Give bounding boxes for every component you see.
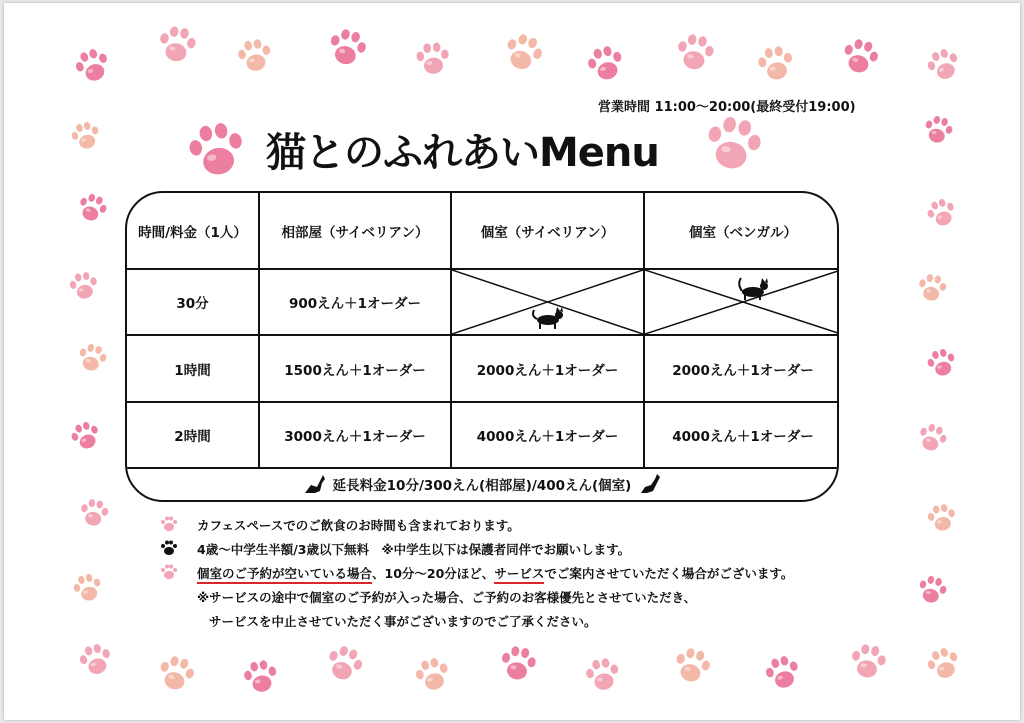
cat-silhouette-icon xyxy=(739,278,768,300)
paw-print-icon xyxy=(321,23,372,74)
header-time-price: 時間/料金（1人） xyxy=(138,224,247,241)
paw-print-icon xyxy=(668,643,717,692)
paw-print-icon xyxy=(836,34,885,83)
price-2hour-private-siberian: 4000えん＋1オーダー xyxy=(476,429,619,445)
paw-print-icon xyxy=(66,117,105,156)
paw-bullet-icon xyxy=(159,515,179,533)
paw-print-icon xyxy=(913,270,950,307)
paw-print-icon xyxy=(152,651,201,700)
paw-print-icon xyxy=(69,43,118,92)
paw-print-icon xyxy=(921,642,967,688)
header-private-siberian: 個室（サイベリアン） xyxy=(480,224,615,241)
row-label-2hour: 2時間 xyxy=(174,429,211,445)
price-1hour-private-bengal: 2000えん＋1オーダー xyxy=(672,362,814,379)
paw-print-icon xyxy=(921,43,967,89)
paw-print-icon xyxy=(65,268,102,305)
paw-print-icon xyxy=(495,642,541,688)
paw-print-icon xyxy=(581,654,625,698)
paw-print-icon xyxy=(760,651,807,698)
price-2hour-private-bengal: 4000えん＋1オーダー xyxy=(672,429,814,445)
paw-print-icon xyxy=(671,30,720,79)
price-30min-shared: 900えん＋1オーダー xyxy=(288,296,422,312)
paw-print-icon xyxy=(922,344,961,383)
price-1hour-private-siberian: 2000えん＋1オーダー xyxy=(476,362,619,379)
row-label-1hour: 1時間 xyxy=(174,362,211,379)
note-age-discount: 4歳～中学生半額/3歳以下無料 ※中学生以下は保護者同伴でお願いします。 xyxy=(197,542,631,557)
paw-bullet-icon xyxy=(159,539,179,557)
unavailable-cell-cross xyxy=(645,270,839,334)
menu-page xyxy=(4,3,1020,720)
cat-jumping-icon xyxy=(639,473,661,495)
paw-print-icon xyxy=(181,116,253,188)
cat-silhouette-icon xyxy=(533,307,563,329)
paw-print-icon xyxy=(74,639,118,683)
price-1hour-shared: 1500えん＋1オーダー xyxy=(284,362,426,379)
paw-print-icon xyxy=(412,39,453,80)
paw-print-icon xyxy=(845,640,891,686)
header-shared-room: 相部屋（サイベリアン） xyxy=(281,224,429,241)
paw-print-icon xyxy=(696,109,770,183)
highlight-private-available: 個室のご予約が空いている場合 xyxy=(197,566,372,584)
highlight-service: サービス xyxy=(494,566,544,584)
paw-print-icon xyxy=(410,653,457,700)
paw-print-icon xyxy=(921,193,962,234)
paw-print-icon xyxy=(68,569,107,608)
note-private-room-service xyxy=(197,564,793,582)
paw-print-icon xyxy=(153,22,202,71)
paw-print-icon xyxy=(239,656,283,700)
cat-stretching-icon xyxy=(303,473,325,495)
paw-bullet-icon xyxy=(159,563,179,581)
paw-print-icon xyxy=(582,41,631,90)
paw-print-icon xyxy=(923,500,960,537)
note-duration: 、10分～20分ほど、 xyxy=(372,566,495,581)
paw-print-icon xyxy=(75,495,112,532)
row-label-30min: 30分 xyxy=(176,296,209,312)
note-cafe-space: カフェスペースでのご飲食のお時間も含まれております。 xyxy=(197,518,520,533)
paw-print-icon xyxy=(918,111,957,150)
paw-print-icon xyxy=(911,418,952,459)
unavailable-cell-cross xyxy=(452,270,643,334)
page-title: 猫とのふれあいMenu xyxy=(266,130,659,176)
paw-print-icon xyxy=(72,339,111,378)
note-service-cancel: サービスを中止させていただく事がございますのでご了承ください。 xyxy=(209,614,597,629)
paw-print-icon xyxy=(318,639,369,690)
paw-print-icon xyxy=(753,42,799,88)
price-2hour-shared: 3000えん＋1オーダー xyxy=(284,429,426,445)
note-guidance: でご案内させていただく場合がございます。 xyxy=(544,566,794,581)
paw-print-icon xyxy=(912,571,951,610)
business-hours: 営業時間 11:00～20:00(最終受付19:00) xyxy=(598,100,856,115)
paw-print-icon xyxy=(496,27,550,81)
extension-fee-row xyxy=(127,467,837,500)
extension-fee-text: 延長料金10分/300えん(相部屋)/400えん(個室) xyxy=(332,477,632,494)
paw-print-icon xyxy=(71,188,112,229)
header-private-bengal: 個室（ベンガル） xyxy=(689,224,797,241)
paw-print-icon xyxy=(233,35,277,79)
note-booking-priority: ※サービスの途中で個室のご予約が入った場合、ご予約のお客様優先とさせていただき、 xyxy=(197,590,697,605)
paw-print-icon xyxy=(65,416,106,457)
price-table xyxy=(125,191,839,502)
